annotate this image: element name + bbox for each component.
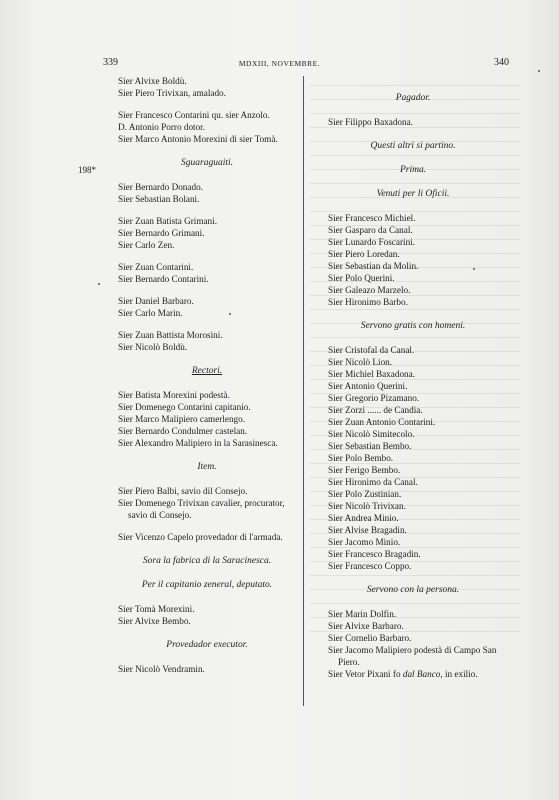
- text-line: Sier Hironimo Barbo.: [328, 297, 408, 307]
- name-group: [328, 608, 498, 644]
- text-line: Sier Carlo Zen.: [118, 240, 175, 250]
- text-line: Sier Nicolò Trivixan.: [328, 501, 406, 511]
- left-column: [118, 75, 296, 675]
- text-line: Sier Sebastian da Molin.: [328, 261, 419, 271]
- text-line: Sier Nicolò Vendramin.: [118, 664, 205, 674]
- text-line: Sier Zorzi ...... de Candia.: [328, 405, 423, 415]
- name-group: [118, 329, 296, 353]
- text-line: Sier Alexandro Malipiero in la Sarasinesca.: [118, 438, 278, 448]
- text-line: Sier Bernardo Donado.: [118, 182, 203, 192]
- text-line: Sier Alvixe Barbaro.: [328, 621, 404, 631]
- speck: [538, 70, 540, 72]
- text-line: Sier Michiel Baxadona.: [328, 369, 416, 379]
- text-line: Sier Francesco Bragadin.: [328, 549, 421, 559]
- section-heading: Servono gratis con homeni.: [360, 321, 466, 331]
- right-column: [328, 92, 498, 680]
- text-line: Sier Nicolò Boldù.: [118, 342, 188, 352]
- text-line: Sier Alvise Bragadin.: [328, 525, 407, 535]
- text-line: Sier Bernardo Condulmer castelan.: [118, 426, 248, 436]
- text-line: Sier Sebastian Bembo.: [328, 441, 412, 451]
- name-group: [118, 215, 296, 251]
- section-heading: Provedador executor.: [166, 640, 248, 650]
- text-line: Sier Zuan Batista Grimani.: [118, 216, 217, 226]
- text-fragment: in exilio.: [444, 669, 478, 679]
- section-heading: Sguaraguaiti.: [181, 158, 233, 168]
- text-line: Sier Cristofal da Canal.: [328, 345, 415, 355]
- text-line: Sier Nicolò Lion.: [328, 357, 393, 367]
- speck: [98, 283, 100, 285]
- text-line: Sier Zuan Antonio Contarini.: [328, 417, 436, 427]
- section-heading: Per il capitanio zeneral, deputato.: [141, 580, 273, 590]
- text-line: Sier Filippo Baxadona.: [328, 117, 413, 127]
- text-line: Sier Polo Bembo.: [328, 453, 394, 463]
- text-line: Sier Bernardo Contarini.: [118, 274, 209, 284]
- text-line: Sier Piero Balbi, savio dil Consejo.: [118, 486, 248, 496]
- text-line: Sier Ferigo Bembo.: [328, 465, 401, 475]
- name-group: [118, 261, 296, 285]
- text-line: Sier Gregorio Pizamano.: [328, 393, 420, 403]
- name-group: [118, 295, 296, 319]
- text-line: Sier Piero Trivixan, amalado.: [118, 88, 226, 98]
- text-line: Sier Francesco Coppo.: [328, 561, 412, 571]
- text-line: Sier Vicenzo Capelo provedador di l'armada.: [118, 532, 283, 542]
- text-line: Sier Galeazo Marzelo.: [328, 285, 411, 295]
- text-line: Sier Batista Morexini podestà.: [118, 390, 230, 400]
- name-group: [328, 344, 498, 572]
- text-line: Sier Alvixe Bembo.: [118, 616, 191, 626]
- name-group: [118, 109, 296, 145]
- text-line: [328, 668, 498, 680]
- text-line: Sier Jacomo Malipiero podestà di Campo San Piero.: [328, 645, 497, 667]
- section-heading: Rectori.: [191, 366, 223, 376]
- text-line: Sier Antonio Querini.: [328, 381, 408, 391]
- text-line: Sier Piero Loredan.: [328, 249, 400, 259]
- text-line: Sier Jacomo Minio.: [328, 537, 401, 547]
- left-page-number: 339: [103, 57, 118, 68]
- text-line: Sier Tomà Morexini.: [118, 604, 195, 614]
- text-line: Sier Cornelio Barbaro.: [328, 633, 412, 643]
- text-line: Sier Zuan Contarini.: [118, 262, 194, 272]
- section-heading: Pagador.: [395, 93, 431, 103]
- name-group: [118, 389, 296, 449]
- text-line: D. Antonio Porro dotor.: [118, 122, 206, 132]
- name-group: [118, 603, 296, 627]
- name-group: [328, 212, 498, 308]
- text-line: Sier Domenego Trivixan cavalier, procurator, savio di Consejo.: [118, 498, 285, 520]
- text-line: Sier Polo Zustinian.: [328, 489, 402, 499]
- text-line: Sier Daniel Barbaro.: [118, 296, 194, 306]
- name-group: [118, 181, 296, 205]
- text-fragment: Sier Vetor Pixani fo: [328, 669, 401, 679]
- text-line: Sier Zuan Battista Morosini.: [118, 330, 223, 340]
- text-line: Sier Sebastian Bolani.: [118, 194, 200, 204]
- text-line: Sier Hironimo da Canal.: [328, 477, 418, 487]
- text-line: Sier Francesco Michiel.: [328, 213, 416, 223]
- text-line: Sier Marco Malipiero camerlengo.: [118, 414, 246, 424]
- text-line: Sier Francesco Contarini qu. sier Anzolo.: [118, 110, 270, 120]
- section-heading: Servono con la persona.: [366, 585, 460, 595]
- text-line: Sier Lunardo Foscarini.: [328, 237, 416, 247]
- text-line: Sier Alvixe Boldù.: [118, 76, 187, 86]
- italic-fragment: dal Banco,: [402, 669, 443, 679]
- section-heading: Questi altri si partino.: [370, 141, 456, 151]
- text-line: Sier Marco Antonio Morexini di sier Tomà.: [118, 134, 278, 144]
- text-line: Sier Carlo Marin.: [118, 308, 183, 318]
- section-heading: Venuti per li Oficii.: [376, 189, 450, 199]
- column-divider: [303, 76, 304, 706]
- section-heading: Item.: [197, 462, 217, 472]
- text-line: Sier Gasparo da Canal.: [328, 225, 413, 235]
- text-line: Sier Marin Dolfin.: [328, 609, 397, 619]
- section-heading: Sora la fabrica di la Saracinesca.: [142, 556, 272, 566]
- section-heading: Prima.: [399, 165, 427, 175]
- text-line: Sier Domenego Contarini capitanio.: [118, 402, 251, 412]
- text-line: Sier Nicolò Simitecolo.: [328, 429, 415, 439]
- text-line: Sier Bernardo Grimani.: [118, 228, 205, 238]
- running-title: MDXIII, NOVEMBRE.: [238, 59, 321, 68]
- text-line: Sier Polo Querini.: [328, 273, 395, 283]
- right-page-number: 340: [494, 57, 509, 68]
- margin-note: 198*: [78, 165, 96, 175]
- text-line: Sier Andrea Minio.: [328, 513, 399, 523]
